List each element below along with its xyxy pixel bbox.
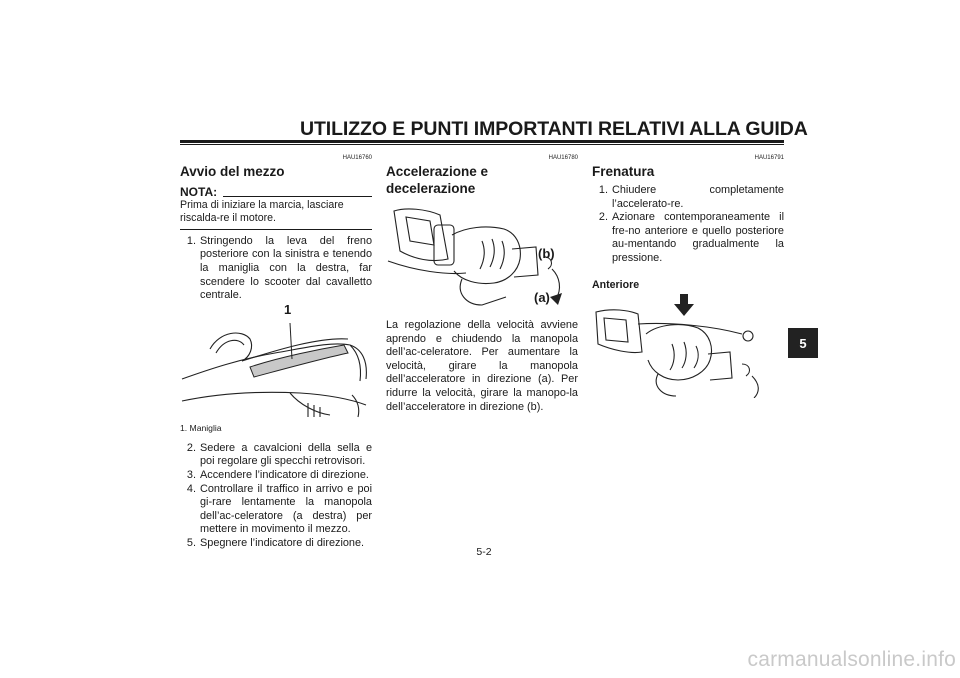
step-text: Stringendo la leva del freno posteriore con la sinistra e tenendo la maniglia con la destra, far scendere lo scooter dal cavalletto centrale.: [200, 234, 372, 302]
step-number: 5.: [186, 536, 196, 549]
direction-label-a: (a): [534, 290, 550, 305]
paragraph: La regolazione della velocità avviene aprendo e chiudendo la manopola dell’ac-celeratore. Per aumentare la velocità, girare la manopola dell’acceleratore in direzione (a). Per ridurre la velocità, girare la manopo-la dell’acceleratore in direzione (b).: [386, 319, 578, 413]
throttle-figure: [386, 201, 578, 311]
page-header-title: UTILIZZO E PUNTI IMPORTANTI RELATIVI ALLA GUIDA: [300, 118, 808, 140]
step-text: Spegnere l’indicatore di direzione.: [200, 536, 365, 549]
step-number: 1.: [598, 184, 608, 196]
figure-caption: 1. Maniglia: [180, 422, 222, 433]
chapter-tab: 5: [788, 328, 818, 358]
section-title: Avvio del mezzo: [180, 164, 285, 179]
scooter-rear-illustration: [180, 309, 372, 421]
section-title: Accelerazione e decelerazione: [386, 164, 489, 196]
page-number: 5-2: [476, 546, 492, 558]
step-text: Azionare contemporaneamente il fre-no anteriore e quello posteriore au-mentando gradualmente la pressione.: [612, 211, 784, 264]
section-title: Frenatura: [592, 164, 655, 179]
step-number: 4.: [186, 482, 196, 495]
front-brake-illustration: [592, 294, 784, 398]
section-frenatura: [592, 154, 784, 398]
step-number: 3.: [186, 468, 196, 481]
step-number: 1.: [186, 234, 196, 247]
step-number: 2.: [186, 441, 196, 454]
note-header: [180, 186, 372, 199]
direction-label-b: (b): [538, 246, 555, 261]
step-number: 2.: [598, 211, 608, 224]
steps-list: [592, 184, 784, 266]
header-rule: [180, 140, 784, 143]
note-rule: [223, 196, 372, 197]
section-avvio: [180, 154, 372, 551]
list-item: [180, 537, 372, 551]
step-text: Accendere l’indicatore di direzione.: [200, 468, 369, 481]
step-text: Chiudere completamente l’accelerato-re.: [612, 184, 784, 210]
brake-figure: [592, 294, 784, 398]
list-item: [592, 184, 784, 211]
header-rule-thin: [180, 144, 784, 145]
section-code: HAU16760: [342, 155, 372, 161]
list-item: [180, 483, 372, 537]
watermark: carmanualsonline.info: [747, 648, 956, 671]
steps-list: [180, 235, 372, 303]
subheading: Anteriore: [592, 278, 640, 291]
list-item: [592, 211, 784, 265]
handle-figure: [180, 301, 372, 421]
step-text: Controllare il traffico in arrivo e poi gi-rare lentamente la manopola dell’ac-celeratore (a destra) per mettere in movimento il mezzo.: [200, 482, 372, 536]
note-text: Prima di iniziare la marcia, lasciare riscalda-re il motore.: [180, 199, 372, 230]
list-item: [180, 235, 372, 303]
note-label: NOTA:: [180, 185, 218, 199]
section-accelerazione: [386, 154, 578, 414]
section-code: HAU16791: [754, 155, 784, 161]
list-item: [180, 442, 372, 469]
steps-list: [180, 442, 372, 551]
list-item: [180, 469, 372, 483]
step-text: Sedere a cavalcioni della sella e poi regolare gli specchi retrovisori.: [200, 441, 372, 468]
figure-callout: 1: [284, 301, 292, 317]
section-code: HAU16780: [548, 155, 578, 161]
